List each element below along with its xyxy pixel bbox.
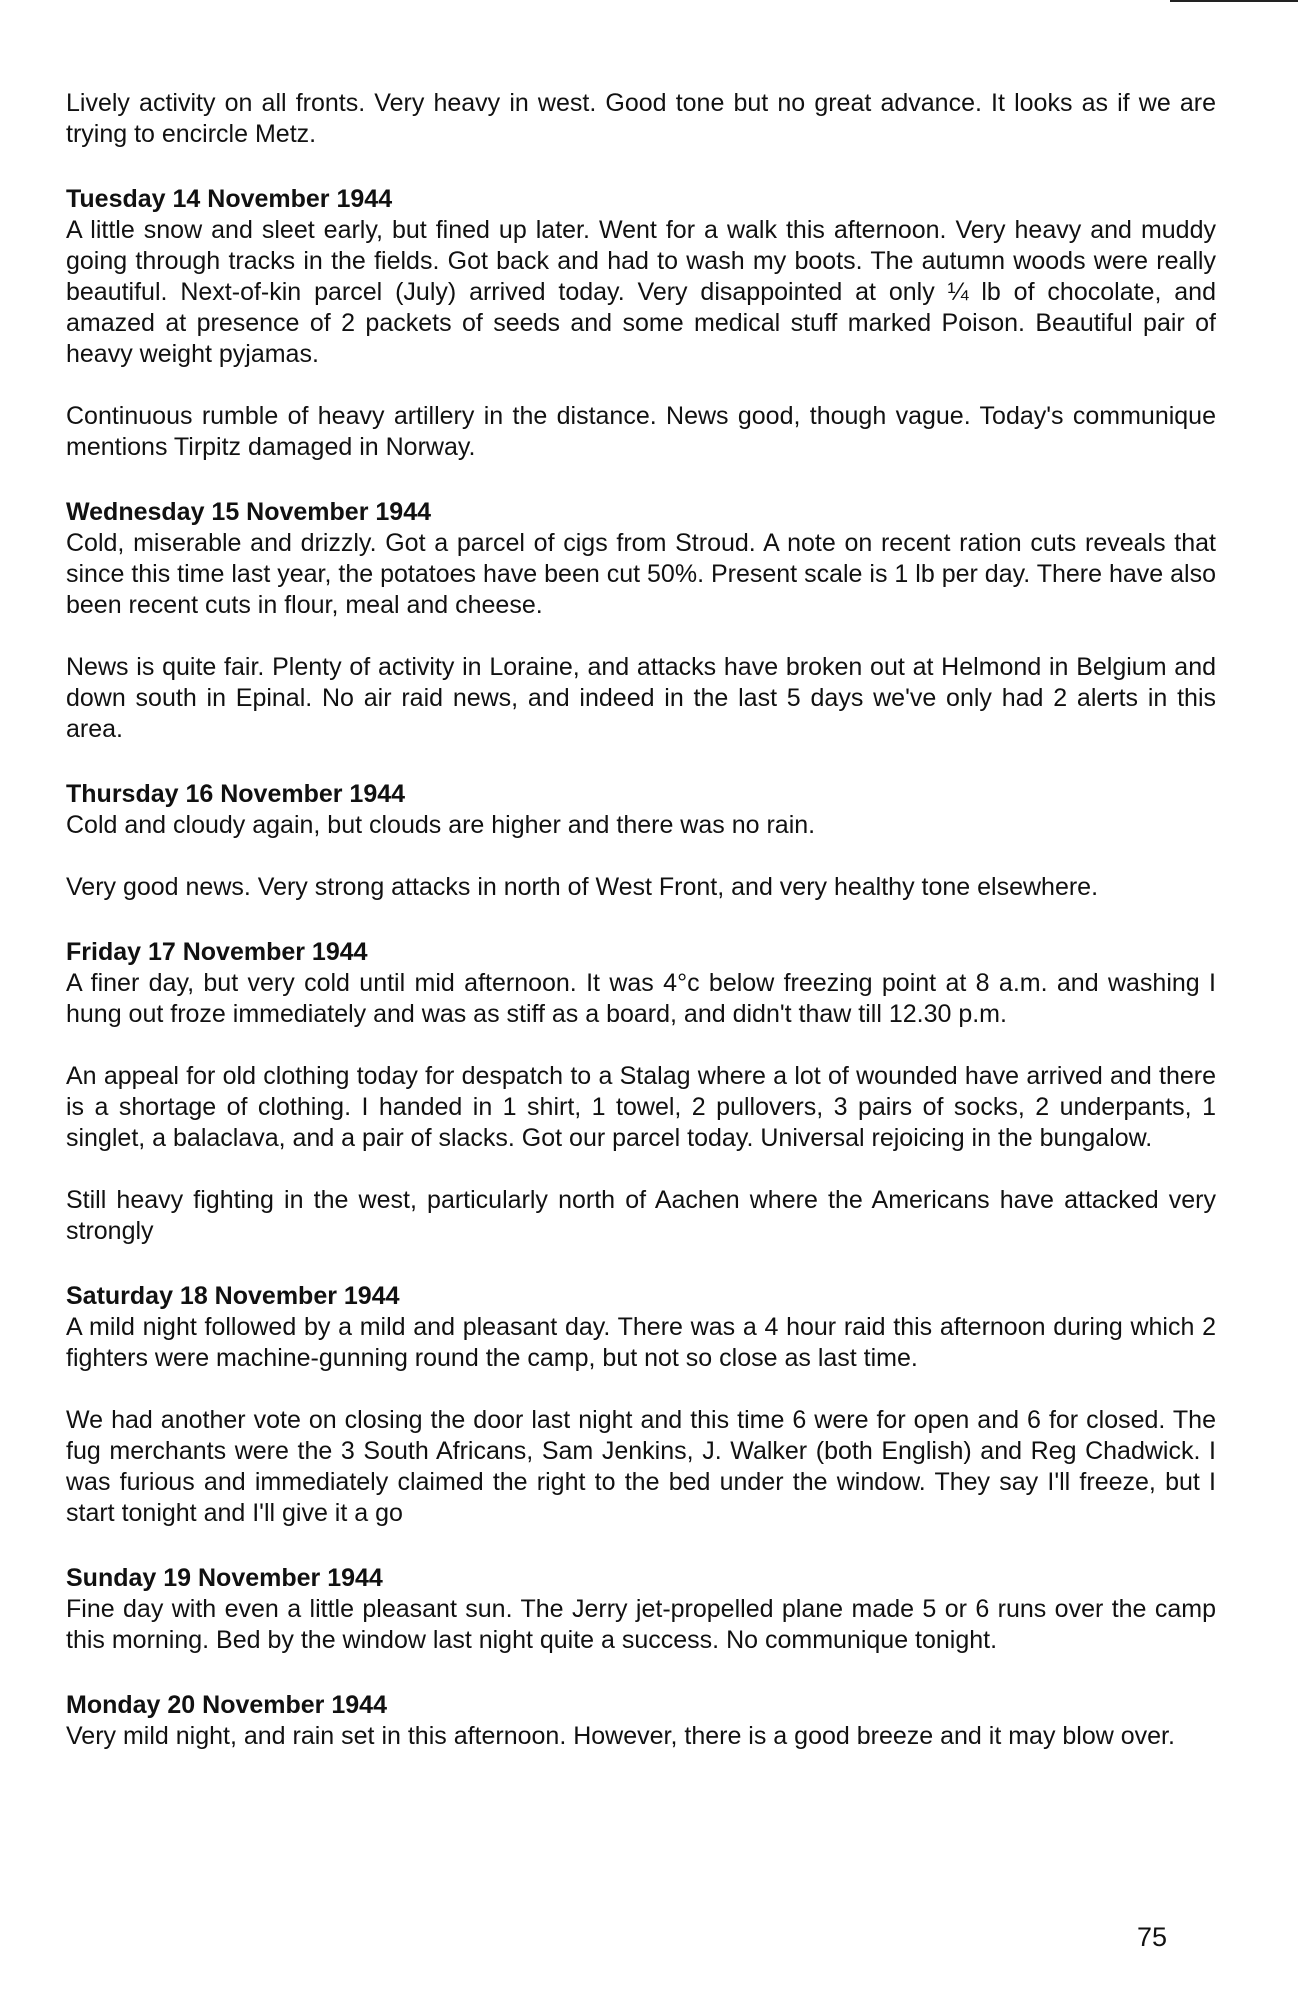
- entry-paragraph: An appeal for old clothing today for despatch to a Stalag where a lot of wounded have arrived and there is a shortage of clothing. I handed in 1 shirt, 1 towel, 2 pullovers, 3 pairs of socks, 2 underpants, 1 singlet, a balaclava, and a pair of slacks. Got our parcel today. Universal rejoicing in the bungalow.: [66, 1062, 1216, 1152]
- entry-paragraph: Fine day with even a little pleasant sun. The Jerry jet-propelled plane made 5 or 6 runs over the camp this morning. Bed by the window last night quite a success. No communique tonight.: [66, 1595, 1216, 1654]
- entry-date: Sunday 19 November 1944: [66, 1564, 383, 1592]
- entry-paragraph: Cold, miserable and drizzly. Got a parcel of cigs from Stroud. A note on recent ration cuts reveals that since this time last year, the potatoes have been cut 50%. Present scale is 1 lb per day. There have also been recent cuts in flour, meal and cheese.: [66, 529, 1216, 619]
- entry-paragraph: Very good news. Very strong attacks in north of West Front, and very healthy tone elsewhere.: [66, 873, 1099, 901]
- entry-paragraph: A finer day, but very cold until mid afternoon. It was 4°c below freezing point at 8 a.m. and washing I hung out froze immediately and was as stiff as a board, and didn't thaw till 12.30 p.m.: [66, 969, 1216, 1028]
- diary-entry-friday-17: [66, 937, 1216, 1247]
- entry-paragraph: Very mild night, and rain set in this afternoon. However, there is a good breeze and it may blow over.: [66, 1722, 1175, 1750]
- top-edge-rule: [1170, 0, 1298, 2]
- entry-date: Monday 20 November 1944: [66, 1691, 387, 1719]
- page-number: 75: [1137, 1922, 1168, 1952]
- entry-paragraph: Continuous rumble of heavy artillery in the distance. News good, though vague. Today's communique mentions Tirpitz damaged in Norway.: [66, 402, 1216, 461]
- diary-page: [66, 88, 1216, 1752]
- intro-paragraph: Lively activity on all fronts. Very heavy in west. Good tone but no great advance. It looks as if we are trying to encircle Metz.: [66, 89, 1216, 148]
- entry-date: Wednesday 15 November 1944: [66, 498, 432, 526]
- diary-entry-monday-20: [66, 1690, 1216, 1752]
- diary-entry-thursday-16: [66, 779, 1216, 903]
- entry-date: Tuesday 14 November 1944: [66, 185, 393, 213]
- entry-date: Friday 17 November 1944: [66, 938, 368, 966]
- entry-paragraph: A little snow and sleet early, but fined up later. Went for a walk this afternoon. Very heavy and muddy going through tracks in the fields. Got back and had to wash my boots. The autumn woods were really beautiful. Next-of-kin parcel (July) arrived today. Very disappointed at only ¼ lb of chocolate, and amazed at presence of 2 packets of seeds and some medical stuff marked Poison. Beautiful pair of heavy weight pyjamas.: [66, 216, 1216, 368]
- diary-entry-saturday-18: [66, 1281, 1216, 1529]
- entry-date: Saturday 18 November 1944: [66, 1282, 400, 1310]
- entry-paragraph: A mild night followed by a mild and pleasant day. There was a 4 hour raid this afternoon during which 2 fighters were machine-gunning round the camp, but not so close as last time.: [66, 1313, 1216, 1372]
- entry-paragraph: We had another vote on closing the door last night and this time 6 were for open and 6 for closed. The fug merchants were the 3 South Africans, Sam Jenkins, J. Walker (both English) and Reg Chadwick. I was furious and immediately claimed the right to the bed under the window. They say I'll freeze, but I start tonight and I'll give it a go: [66, 1406, 1216, 1527]
- entry-paragraph: News is quite fair. Plenty of activity in Loraine, and attacks have broken out at Helmond in Belgium and down south in Epinal. No air raid news, and indeed in the last 5 days we've only had 2 alerts in this area.: [66, 653, 1216, 743]
- diary-entry-wednesday-15: [66, 497, 1216, 745]
- entry-date: Thursday 16 November 1944: [66, 780, 406, 808]
- entry-paragraph: Still heavy fighting in the west, particularly north of Aachen where the Americans have attacked very strongly: [66, 1186, 1216, 1245]
- intro-entry: [66, 88, 1216, 150]
- entry-paragraph: Cold and cloudy again, but clouds are higher and there was no rain.: [66, 811, 816, 839]
- diary-entry-tuesday-14: [66, 184, 1216, 463]
- diary-entry-sunday-19: [66, 1563, 1216, 1656]
